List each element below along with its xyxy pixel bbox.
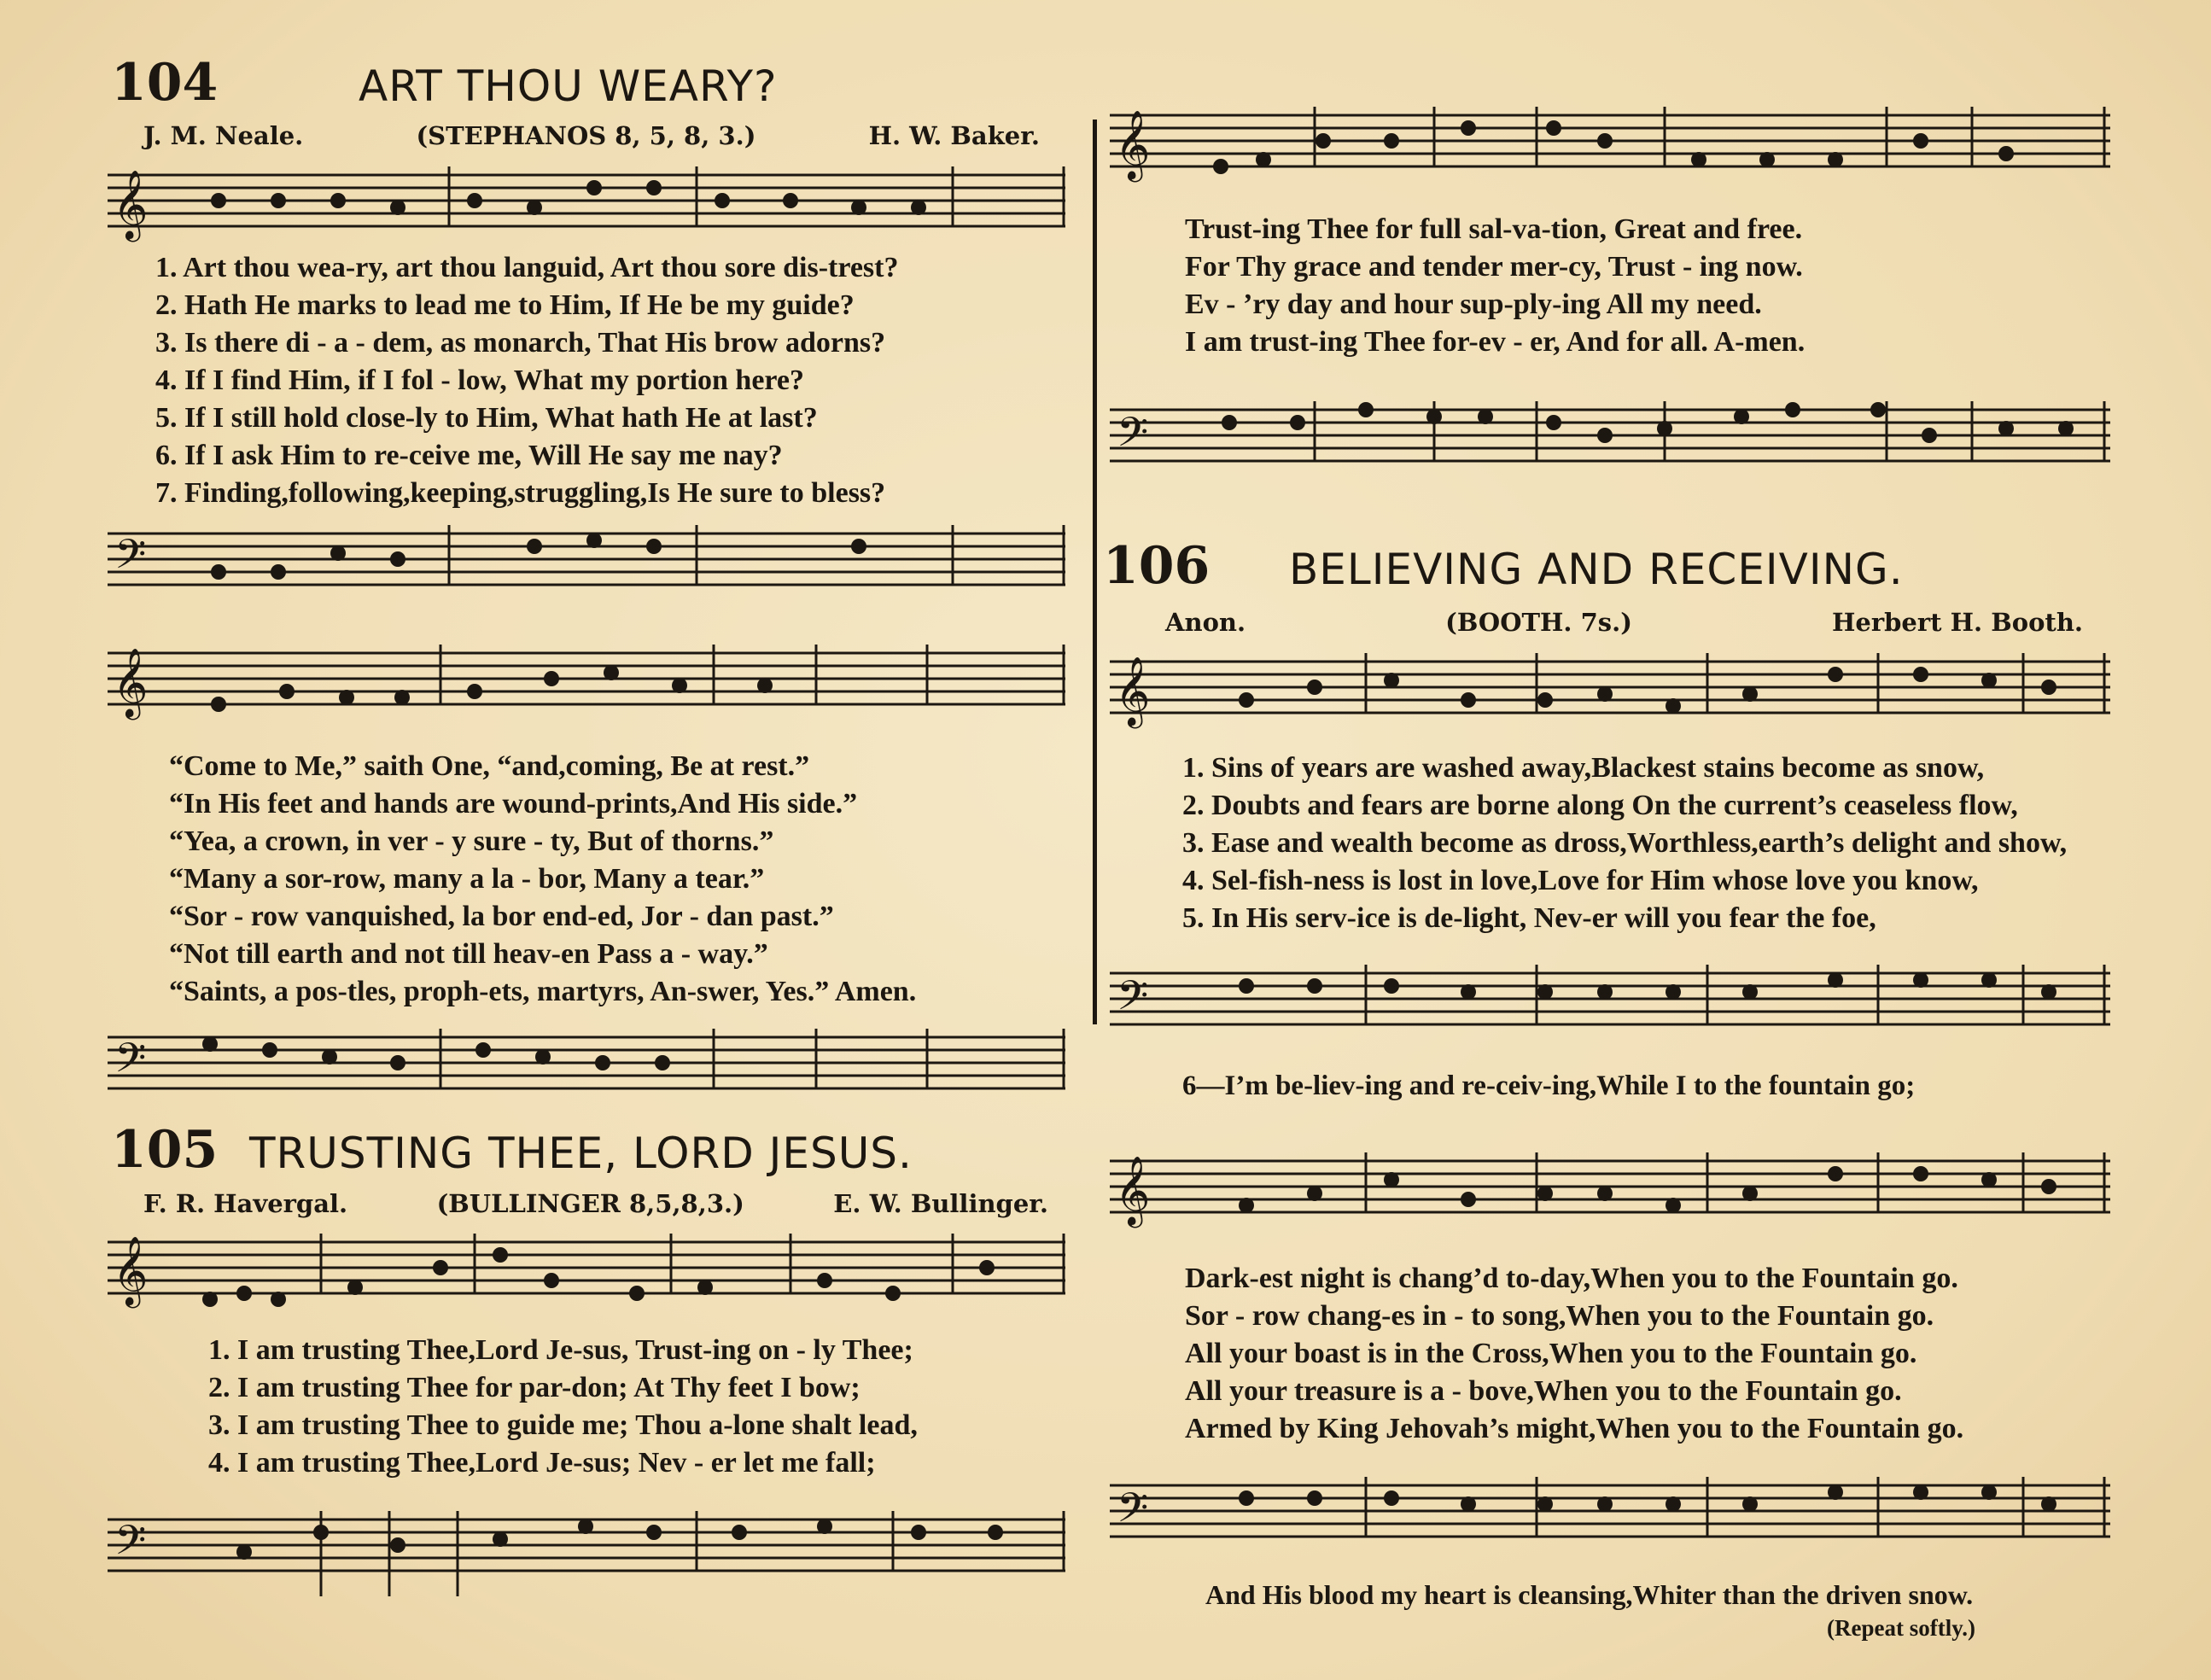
hymn-106-refrain xyxy=(1185,1260,1963,1448)
verse-line: 3. Ease and wealth become as dross,Worthless,earth’s delight and show, xyxy=(1182,827,2068,859)
refrain-line: “Come to Me,” saith One, “and,coming, Be at rest.” xyxy=(169,750,810,782)
svg-text:𝄢: 𝄢 xyxy=(1117,1484,1149,1542)
verse-line: 6. If I ask Him to re-ceive me, Will He say me nay? xyxy=(155,440,783,471)
svg-text:𝄢: 𝄢 xyxy=(1117,971,1149,1030)
hymn-104-number: 104 xyxy=(111,53,219,113)
svg-text:𝄞: 𝄞 xyxy=(1115,1155,1151,1225)
verse-line: 5. In His serv-ice is de-light, Nev-er will you fear the foe, xyxy=(1182,902,1876,934)
verse-line: 2. Hath He marks to lead me to Him, If He be my guide? xyxy=(155,289,855,321)
verse-line: Trust-ing Thee for full sal-va-tion, Great and free. xyxy=(1185,213,1803,245)
hymn-106-sixth-verse: 6—I’m be-liev-ing and re-ceiv-ing,While I to the fountain go; xyxy=(1182,1070,1916,1101)
hymn-106-author: Anon. xyxy=(1165,608,1246,637)
hymn-106-repeat-note: (Repeat softly.) xyxy=(1827,1615,1975,1641)
hymn-106-tune: (BOOTH. 7s.) xyxy=(1445,608,1632,637)
refrain-line: “Sor - row vanquished, la bor end-ed, Jor - dan past.” xyxy=(169,901,834,932)
column-divider xyxy=(1093,120,1097,1024)
refrain-line: “Many a sor-row, many a la - bor, Many a tear.” xyxy=(169,863,765,895)
hymn-104-tune: (STEPHANOS 8, 5, 8, 3.) xyxy=(416,121,756,150)
hymn-104-title: ART THOU WEARY? xyxy=(359,61,778,111)
verse-line: 1. Sins of years are washed away,Blackest stains become as snow, xyxy=(1182,752,1985,784)
svg-text:𝄢: 𝄢 xyxy=(114,1516,147,1574)
refrain-line: Armed by King Jehovah’s might,When you to the Fountain go. xyxy=(1185,1413,1964,1444)
svg-text:𝄞: 𝄞 xyxy=(113,1235,149,1305)
refrain-line: Dark-est night is chang’d to-day,When you to the Fountain go. xyxy=(1185,1263,1958,1294)
hymn-105-bass-staff-2 xyxy=(1110,393,2110,495)
hymn-105-credits xyxy=(143,1189,1048,1218)
hymn-104-author: J. M. Neale. xyxy=(143,121,304,150)
refrain-line: Sor - row chang-es in - to song,When you to the Fountain go. xyxy=(1185,1300,1934,1332)
svg-text:𝄞: 𝄞 xyxy=(1115,109,1151,179)
verse-line: 3. I am trusting Thee to guide me; Thou a-lone shalt lead, xyxy=(208,1409,918,1441)
refrain-line: “Saints, a pos-tles, proph-ets, martyrs, An-swer, Yes.” Amen. xyxy=(169,976,917,1007)
hymn-105-bass-staff-1 xyxy=(108,1511,1065,1605)
verse-line: 3. Is there di - a - dem, as monarch, That His brow adorns? xyxy=(155,327,886,359)
hymn-106-composer: Herbert H. Booth. xyxy=(1832,608,2083,637)
hymn-104-verses xyxy=(155,249,898,512)
svg-text:𝄢: 𝄢 xyxy=(114,530,147,588)
refrain-line: All your treasure is a - bove,When you to the Fountain go. xyxy=(1185,1375,1902,1407)
svg-text:𝄞: 𝄞 xyxy=(113,169,149,239)
hymn-105-number: 105 xyxy=(111,1120,219,1180)
verse-line: I am trust-ing Thee for-ev - er, And for all. A-men. xyxy=(1185,326,1806,358)
hymn-105-verses xyxy=(208,1332,918,1482)
hymn-106-treble-staff-2 xyxy=(1110,1144,2110,1242)
verse-line: 7. Finding,following,keeping,struggling,Is He sure to bless? xyxy=(155,477,886,509)
verse-line: 2. I am trusting Thee for par-don; At Thy feet I bow; xyxy=(208,1372,860,1403)
verse-line: 1. I am trusting Thee,Lord Je-sus, Trust-ing on - ly Thee; xyxy=(208,1334,913,1366)
svg-text:𝄢: 𝄢 xyxy=(114,1034,147,1092)
refrain-line: “Not till earth and not till heav-en Pass a - way.” xyxy=(169,938,768,970)
hymn-105-title: TRUSTING THEE, LORD JESUS. xyxy=(249,1129,913,1178)
verse-line: Ev - ’ry day and hour sup-ply-ing All my need. xyxy=(1185,289,1762,320)
hymn-106-number: 106 xyxy=(1103,536,1211,596)
hymn-105-treble-staff-2 xyxy=(1110,98,2110,192)
svg-text:𝄞: 𝄞 xyxy=(113,647,149,717)
verse-line: 4. If I find Him, if I fol - low, What my portion here? xyxy=(155,365,804,396)
svg-text:𝄞: 𝄞 xyxy=(1115,656,1151,726)
refrain-line: “Yea, a crown, in ver - y sure - ty, But of thorns.” xyxy=(169,825,774,857)
hymn-104-bass-staff-2 xyxy=(108,1029,1065,1105)
hymn-105-tune: (BULLINGER 8,5,8,3.) xyxy=(436,1189,744,1218)
hymn-104-composer: H. W. Baker. xyxy=(868,121,1040,150)
hymn-105-continuation xyxy=(1185,211,1805,361)
refrain-line: All your boast is in the Cross,When you to the Fountain go. xyxy=(1185,1338,1917,1369)
refrain-line: “In His feet and hands are wound-prints,And His side.” xyxy=(169,788,858,820)
hymn-106-credits xyxy=(1165,608,2083,637)
hymn-104-treble-staff-1 xyxy=(108,166,1065,248)
hymn-106-final-line: And His blood my heart is cleansing,Whiter than the driven snow. xyxy=(1205,1579,1974,1610)
verse-line: 1. Art thou wea-ry, art thou languid, Art thou sore dis-trest? xyxy=(155,252,899,283)
verse-line: 5. If I still hold close-ly to Him, What hath He at last? xyxy=(155,402,818,434)
hymn-104-bass-staff-1 xyxy=(108,525,1065,602)
hymn-104-credits xyxy=(143,121,1040,150)
hymn-106-bass-staff-2 xyxy=(1110,1468,2110,1566)
hymn-106-bass-staff-1 xyxy=(1110,956,2110,1050)
hymn-104-treble-staff-2 xyxy=(108,645,1065,730)
hymn-105-treble-staff-1 xyxy=(108,1229,1065,1323)
hymn-106-treble-staff-1 xyxy=(1110,645,2110,738)
verse-line: 2. Doubts and fears are borne along On the current’s ceaseless flow, xyxy=(1182,790,2018,821)
hymn-104-refrain xyxy=(169,748,916,1011)
hymn-106-title: BELIEVING AND RECEIVING. xyxy=(1289,545,1904,594)
svg-text:𝄢: 𝄢 xyxy=(1117,408,1149,466)
hymn-105-author: F. R. Havergal. xyxy=(143,1189,348,1218)
verse-line: 4. I am trusting Thee,Lord Je-sus; Nev - er let me fall; xyxy=(208,1447,876,1479)
verse-line: 4. Sel-fish-ness is lost in love,Love for Him whose love you know, xyxy=(1182,865,1979,896)
hymn-106-verses xyxy=(1182,750,2067,937)
verse-line: For Thy grace and tender mer-cy, Trust - ing now. xyxy=(1185,251,1803,283)
hymn-105-composer: E. W. Bullinger. xyxy=(833,1189,1048,1218)
